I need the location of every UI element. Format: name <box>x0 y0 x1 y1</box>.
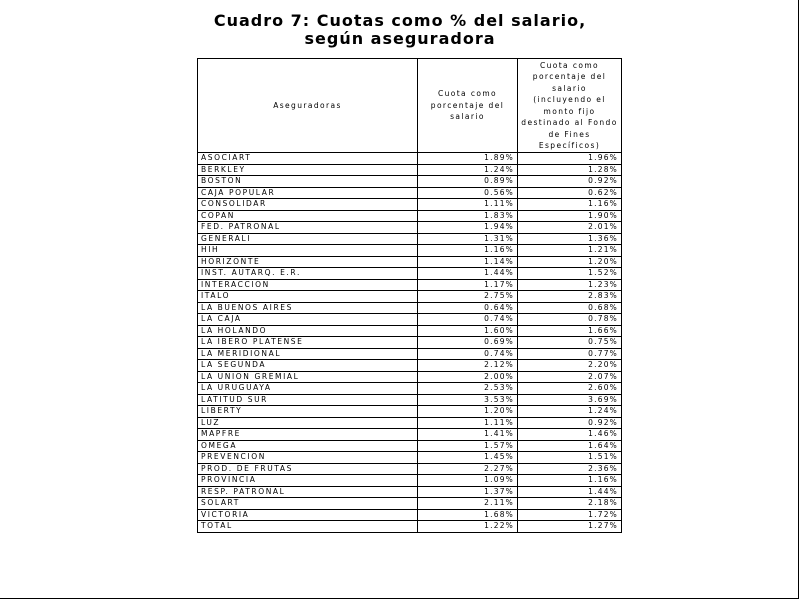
insurer-name-cell: LA BUENOS AIRES <box>198 302 418 314</box>
title-line-2: según aseguradora <box>304 29 496 48</box>
insurer-name-cell: RESP. PATRONAL <box>198 486 418 498</box>
table-row <box>198 383 622 395</box>
table-row <box>198 256 622 268</box>
table-row <box>198 337 622 349</box>
insurer-name-cell: INTERACCION <box>198 279 418 291</box>
table-row <box>198 302 622 314</box>
quota-cell: 1.11% <box>418 199 518 211</box>
insurer-name-cell: LA URUGUAYA <box>198 383 418 395</box>
insurer-name-cell: MAPFRE <box>198 429 418 441</box>
quota-with-fund-cell: 0.78% <box>518 314 622 326</box>
quota-cell: 1.44% <box>418 268 518 280</box>
insurer-name-cell: FED. PATRONAL <box>198 222 418 234</box>
insurer-name-cell: VICTORIA <box>198 509 418 521</box>
insurer-name-cell: BOSTON <box>198 176 418 188</box>
table-row <box>198 394 622 406</box>
table-row <box>198 509 622 521</box>
quota-cell: 1.83% <box>418 210 518 222</box>
insurer-name-cell: LATITUD SUR <box>198 394 418 406</box>
table-row <box>198 360 622 372</box>
table-row <box>198 371 622 383</box>
insurer-name-cell: LA SEGUNDA <box>198 360 418 372</box>
quota-with-fund-cell: 1.24% <box>518 406 622 418</box>
quota-cell: 1.22% <box>418 521 518 533</box>
quota-cell: 1.31% <box>418 233 518 245</box>
insurer-name-cell: LA MERIDIONAL <box>198 348 418 360</box>
quota-with-fund-cell: 1.96% <box>518 153 622 165</box>
table-row <box>198 452 622 464</box>
quota-with-fund-cell: 1.21% <box>518 245 622 257</box>
table-row <box>198 222 622 234</box>
insurer-name-cell: BERKLEY <box>198 164 418 176</box>
table-row <box>198 187 622 199</box>
quota-with-fund-cell: 1.27% <box>518 521 622 533</box>
quota-cell: 1.24% <box>418 164 518 176</box>
quota-with-fund-cell: 2.60% <box>518 383 622 395</box>
quota-with-fund-cell: 1.66% <box>518 325 622 337</box>
quota-with-fund-cell: 2.01% <box>518 222 622 234</box>
quota-cell: 1.14% <box>418 256 518 268</box>
quota-with-fund-cell: 1.28% <box>518 164 622 176</box>
quota-with-fund-cell: 0.68% <box>518 302 622 314</box>
table-row <box>198 406 622 418</box>
header-cuota: Cuota como porcentaje del salario <box>418 59 518 153</box>
quota-cell: 0.74% <box>418 348 518 360</box>
quota-cell: 1.37% <box>418 486 518 498</box>
quota-with-fund-cell: 1.44% <box>518 486 622 498</box>
table-header-row <box>198 59 622 153</box>
quota-cell: 2.11% <box>418 498 518 510</box>
quota-with-fund-cell: 0.75% <box>518 337 622 349</box>
insurer-name-cell: LA CAJA <box>198 314 418 326</box>
insurer-name-cell: LA IBERO PLATENSE <box>198 337 418 349</box>
quota-with-fund-cell: 1.51% <box>518 452 622 464</box>
quota-with-fund-cell: 0.92% <box>518 176 622 188</box>
quotas-table <box>197 58 622 533</box>
quota-with-fund-cell: 1.90% <box>518 210 622 222</box>
table-row <box>198 153 622 165</box>
quota-cell: 0.69% <box>418 337 518 349</box>
table-row <box>198 210 622 222</box>
title-line-1: Cuadro 7: Cuotas como % del salario, <box>213 11 587 30</box>
quota-with-fund-cell: 3.69% <box>518 394 622 406</box>
table-row <box>198 475 622 487</box>
quota-cell: 1.89% <box>418 153 518 165</box>
header-aseguradoras: Aseguradoras <box>198 59 418 153</box>
table-row <box>198 498 622 510</box>
table-row <box>198 233 622 245</box>
insurer-name-cell: LA UNION GREMIAL <box>198 371 418 383</box>
quota-with-fund-cell: 1.46% <box>518 429 622 441</box>
table-row <box>198 486 622 498</box>
table-row <box>198 291 622 303</box>
quota-cell: 1.60% <box>418 325 518 337</box>
table-row <box>198 268 622 280</box>
quota-with-fund-cell: 1.72% <box>518 509 622 521</box>
quota-cell: 1.11% <box>418 417 518 429</box>
quota-cell: 1.17% <box>418 279 518 291</box>
quota-with-fund-cell: 0.92% <box>518 417 622 429</box>
insurer-name-cell: COPAN <box>198 210 418 222</box>
quota-cell: 1.20% <box>418 406 518 418</box>
insurer-name-cell: INST. AUTARQ. E.R. <box>198 268 418 280</box>
insurer-name-cell: ITALO <box>198 291 418 303</box>
quota-cell: 1.41% <box>418 429 518 441</box>
quota-with-fund-cell: 0.62% <box>518 187 622 199</box>
quota-with-fund-cell: 1.64% <box>518 440 622 452</box>
insurer-name-cell: GENERALI <box>198 233 418 245</box>
insurer-name-cell: CONSOLIDAR <box>198 199 418 211</box>
table-row <box>198 279 622 291</box>
quota-with-fund-cell: 1.20% <box>518 256 622 268</box>
insurer-name-cell: HORIZONTE <box>198 256 418 268</box>
quota-cell: 0.89% <box>418 176 518 188</box>
quota-with-fund-cell: 1.16% <box>518 475 622 487</box>
table-body <box>198 153 622 533</box>
quota-cell: 0.64% <box>418 302 518 314</box>
quota-cell: 2.53% <box>418 383 518 395</box>
insurer-name-cell: LIBERTY <box>198 406 418 418</box>
quota-with-fund-cell: 1.36% <box>518 233 622 245</box>
table-row <box>198 463 622 475</box>
quota-with-fund-cell: 2.07% <box>518 371 622 383</box>
table-row <box>198 325 622 337</box>
quota-with-fund-cell: 2.83% <box>518 291 622 303</box>
insurer-name-cell: PROD. DE FRUTAS <box>198 463 418 475</box>
table-row <box>198 245 622 257</box>
quota-cell: 2.75% <box>418 291 518 303</box>
header-cuota-fondo: Cuota como porcentaje del salario (incluyendo el monto fijo destinado al Fondo de Fines Específicos) <box>518 59 622 153</box>
insurer-name-cell: CAJA POPULAR <box>198 187 418 199</box>
insurer-name-cell: PROVINCIA <box>198 475 418 487</box>
quota-cell: 1.16% <box>418 245 518 257</box>
table-row <box>198 164 622 176</box>
quota-cell: 2.00% <box>418 371 518 383</box>
insurer-name-cell: ASOCIART <box>198 153 418 165</box>
quota-cell: 0.56% <box>418 187 518 199</box>
quota-cell: 1.94% <box>418 222 518 234</box>
table-row <box>198 348 622 360</box>
quota-with-fund-cell: 0.77% <box>518 348 622 360</box>
insurer-name-cell: LUZ <box>198 417 418 429</box>
quota-cell: 3.53% <box>418 394 518 406</box>
insurer-name-cell: TOTAL <box>198 521 418 533</box>
table-row <box>198 440 622 452</box>
quota-with-fund-cell: 1.52% <box>518 268 622 280</box>
quota-with-fund-cell: 1.23% <box>518 279 622 291</box>
quota-with-fund-cell: 2.20% <box>518 360 622 372</box>
table-row <box>198 199 622 211</box>
insurer-name-cell: HIH <box>198 245 418 257</box>
table-row <box>198 176 622 188</box>
quota-cell: 1.09% <box>418 475 518 487</box>
table-row <box>198 521 622 533</box>
page-title <box>200 12 600 48</box>
quota-cell: 0.74% <box>418 314 518 326</box>
table-row <box>198 417 622 429</box>
quota-cell: 1.57% <box>418 440 518 452</box>
quota-with-fund-cell: 2.18% <box>518 498 622 510</box>
quota-cell: 1.68% <box>418 509 518 521</box>
insurer-name-cell: SOLART <box>198 498 418 510</box>
insurer-name-cell: LA HOLANDO <box>198 325 418 337</box>
quota-with-fund-cell: 2.36% <box>518 463 622 475</box>
quota-cell: 2.27% <box>418 463 518 475</box>
table-row <box>198 429 622 441</box>
quota-cell: 1.45% <box>418 452 518 464</box>
insurer-name-cell: PREVENCION <box>198 452 418 464</box>
table-row <box>198 314 622 326</box>
quota-with-fund-cell: 1.16% <box>518 199 622 211</box>
insurer-name-cell: OMEGA <box>198 440 418 452</box>
quota-cell: 2.12% <box>418 360 518 372</box>
